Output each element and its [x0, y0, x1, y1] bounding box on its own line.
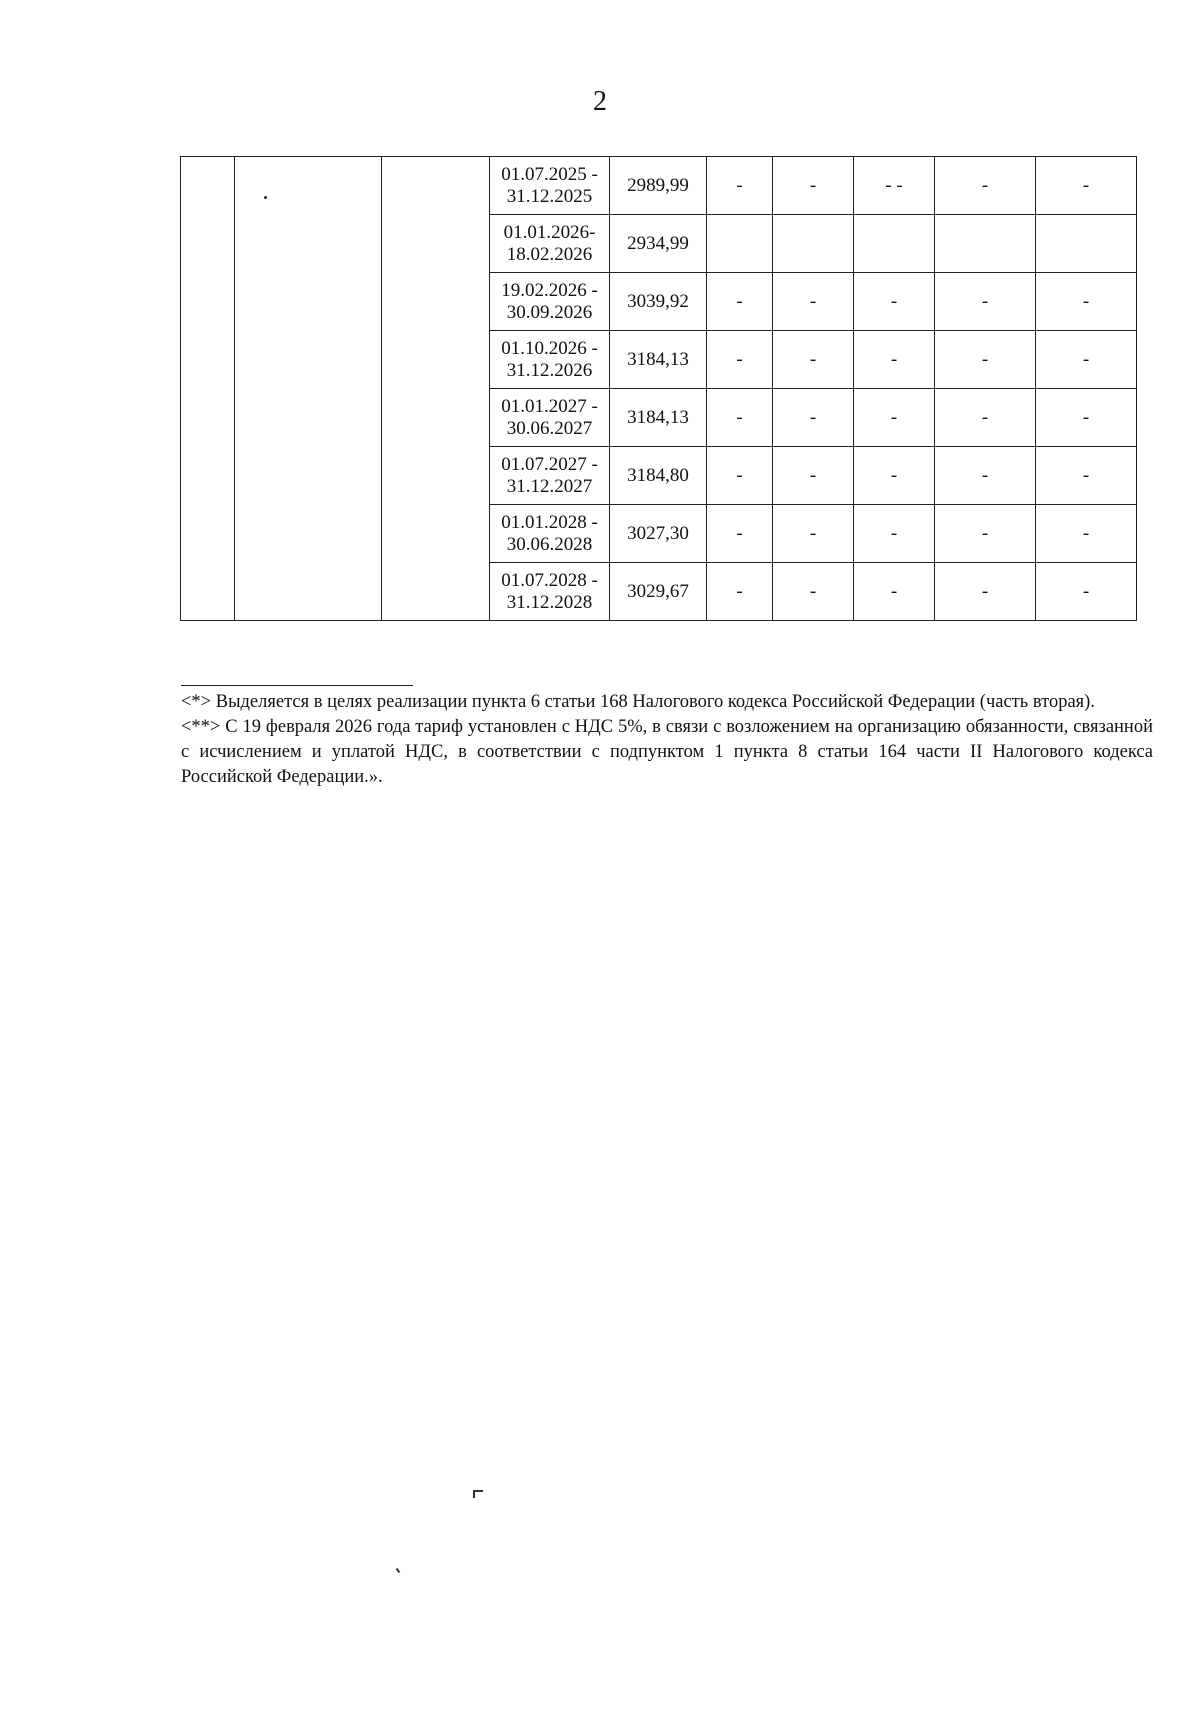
scan-speck: [264, 196, 267, 199]
value-cell: -: [854, 505, 935, 563]
period-start: 01.07.2027 -: [501, 453, 598, 475]
period-end: 31.12.2026: [506, 359, 593, 381]
tariff-value: 3184,13: [610, 331, 707, 389]
period-cell: [490, 157, 610, 215]
period-cell: [490, 563, 610, 621]
period-end: 30.06.2027: [506, 417, 593, 439]
value-cell: -: [1036, 273, 1137, 331]
value-cell: -: [773, 563, 854, 621]
value-cell: -: [773, 331, 854, 389]
value-cell: -: [707, 563, 773, 621]
value-cell: -: [773, 389, 854, 447]
value-cell: [935, 215, 1036, 273]
value-cell: [773, 215, 854, 273]
tariff-value: 3029,67: [610, 563, 707, 621]
period-start: 01.01.2027 -: [501, 395, 598, 417]
value-cell: -: [707, 447, 773, 505]
period-cell: [490, 389, 610, 447]
value-cell: -: [1036, 447, 1137, 505]
period-end: 31.12.2025: [506, 185, 593, 207]
period-end: 30.09.2026: [506, 301, 593, 323]
period-start: 19.02.2026 -: [501, 279, 598, 301]
value-cell: -: [1036, 505, 1137, 563]
value-cell: -: [773, 505, 854, 563]
value-cell: -: [707, 331, 773, 389]
value-cell: -: [773, 157, 854, 215]
period-end: 31.12.2028: [506, 591, 593, 613]
period-end: 30.06.2028: [506, 533, 593, 555]
category-column-cell: [382, 157, 490, 621]
tariff-value: 3184,13: [610, 389, 707, 447]
value-cell: -: [935, 563, 1036, 621]
value-cell: - -: [854, 157, 935, 215]
tariff-value: 2989,99: [610, 157, 707, 215]
value-cell: -: [854, 331, 935, 389]
footnote-separator: [181, 685, 413, 686]
period-start: 01.07.2025 -: [501, 163, 598, 185]
scan-mark: [396, 1568, 401, 1573]
period-start: 01.01.2028 -: [501, 511, 598, 533]
footnotes: [181, 690, 1153, 790]
value-cell: -: [854, 563, 935, 621]
value-cell: [854, 215, 935, 273]
value-cell: -: [707, 157, 773, 215]
period-cell: [490, 273, 610, 331]
period-cell: [490, 447, 610, 505]
period-cell: [490, 215, 610, 273]
table-body: [181, 157, 1137, 621]
value-cell: -: [935, 157, 1036, 215]
footnote-1: <*> Выделяется в целях реализации пункта 6 статьи 168 Налогового кодекса Российской Федерации (часть вторая).: [181, 692, 1095, 712]
value-cell: -: [1036, 563, 1137, 621]
value-cell: -: [707, 389, 773, 447]
value-cell: -: [854, 447, 935, 505]
tariff-value: 3184,80: [610, 447, 707, 505]
value-cell: -: [707, 273, 773, 331]
value-cell: -: [773, 447, 854, 505]
scan-mark: [473, 1490, 483, 1498]
value-cell: [707, 215, 773, 273]
value-cell: -: [1036, 389, 1137, 447]
value-cell: -: [854, 389, 935, 447]
period-start: 01.01.2026-: [503, 221, 596, 243]
number-column-cell: [181, 157, 235, 621]
organization-column-cell: [235, 157, 382, 621]
period-cell: [490, 331, 610, 389]
period-start: 01.07.2028 -: [501, 569, 598, 591]
value-cell: -: [1036, 157, 1137, 215]
footnote-2: <**> С 19 февраля 2026 года тариф установлен с НДС 5%, в связи с возложением на организацию обязанности, связанной с исчислением и уплатой НДС, в соответствии с подпунктом 1 пункта 8 статьи 164 части II Налогового кодекса Российской Федерации.».: [181, 717, 1153, 787]
page-number: 2: [593, 86, 607, 117]
value-cell: -: [935, 447, 1036, 505]
period-end: 31.12.2027: [506, 475, 593, 497]
value-cell: -: [707, 505, 773, 563]
tariff-table: [180, 156, 1137, 621]
period-start: 01.10.2026 -: [501, 337, 598, 359]
period-end: 18.02.2026: [506, 243, 593, 265]
value-cell: -: [935, 273, 1036, 331]
tariff-value: 3039,92: [610, 273, 707, 331]
value-cell: [1036, 215, 1137, 273]
value-cell: -: [1036, 331, 1137, 389]
value-cell: -: [935, 389, 1036, 447]
tariff-value: 2934,99: [610, 215, 707, 273]
value-cell: -: [773, 273, 854, 331]
table-row: [181, 157, 1137, 215]
tariff-value: 3027,30: [610, 505, 707, 563]
value-cell: -: [935, 505, 1036, 563]
value-cell: -: [935, 331, 1036, 389]
period-cell: [490, 505, 610, 563]
value-cell: -: [854, 273, 935, 331]
